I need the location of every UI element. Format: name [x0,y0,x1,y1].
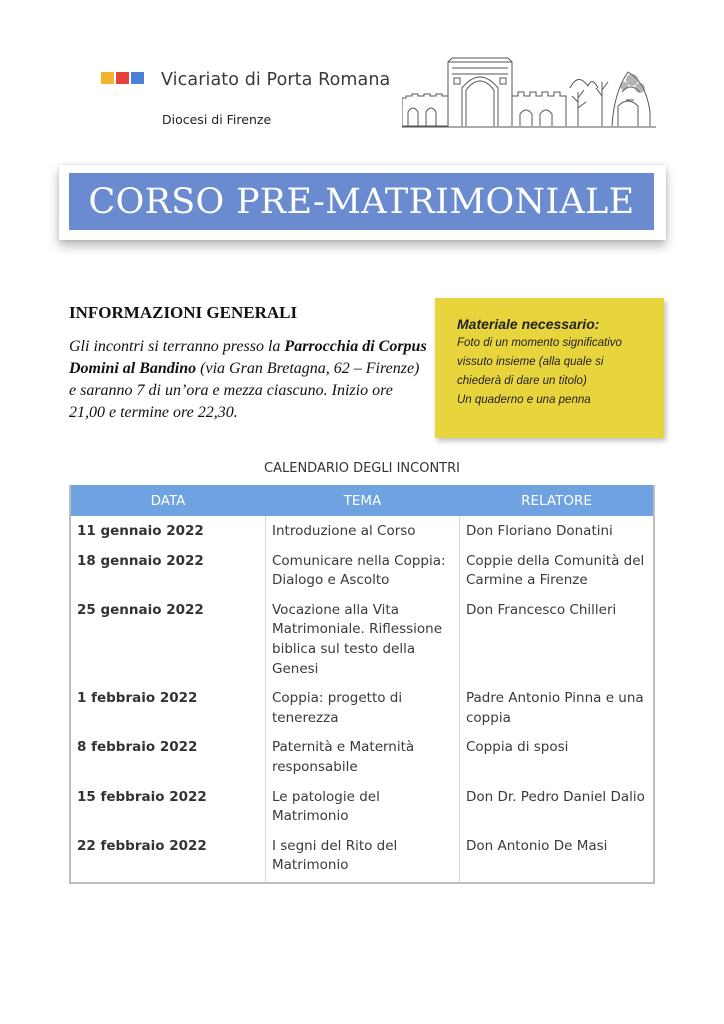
info-text-part1: Gli incontri si terranno presso la [69,338,285,355]
cell-theme: Vocazione alla Vita Matrimoniale. Riflessione biblica sul testo della Genesi [265,595,460,683]
cell-theme: Le patologie del Matrimonio [265,782,460,831]
cell-speaker: Don Floriano Donatini [466,523,613,539]
table-row [71,782,653,831]
materials-line: vissuto insieme (alla quale si [457,356,604,368]
cell-theme: Paternità e Maternità responsabile [265,732,460,781]
table-row [71,516,653,546]
logo-square-red [116,72,129,84]
materials-line: Un quaderno e una penna [457,394,591,406]
materials-note [435,298,664,438]
calendar-title: CALENDARIO DEGLI INCONTRI [264,461,460,476]
materials-line: chiederà di dare un titolo) [457,375,587,387]
column-header-speaker: RELATORE [521,492,592,509]
cell-speaker: Don Francesco Chilleri [466,601,617,618]
cell-date: 18 gennaio 2022 [77,552,204,569]
cell-speaker: Don Dr. Pedro Daniel Dalio [466,788,645,805]
org-title: Vicariato di Porta Romana [161,70,391,90]
calendar-table [69,485,655,884]
column-header-date: DATA [150,492,186,509]
materials-title: Materiale necessario: [457,316,600,332]
column-header-theme: TEMA [343,492,382,509]
cell-speaker: Coppie della Comunità del Carmine a Firenze [466,552,645,589]
cell-speaker: Don Antonio De Masi [466,837,608,854]
table-row [71,683,653,732]
title-banner [69,173,654,230]
materials-line: Foto di un momento significativo [457,337,622,349]
info-text-part2: (via Gran Bretagna, 62 – Firenze) e saranno 7 di un’ora e mezza ciascuno. Inizio ore 21,00 e termine ore 22,30. [69,360,420,421]
cell-speaker: Coppia di sposi [466,739,569,756]
info-place: Parrocchia di Corpus Domini al Bandino [69,338,427,377]
logo-square-blue [131,72,144,84]
cell-speaker: Padre Antonio Pinna e una coppia [466,690,644,726]
info-text [69,336,429,424]
cell-date: 8 febbraio 2022 [77,739,198,756]
course-title: CORSO PRE-MATRIMONIALE [88,181,635,222]
cell-theme: Coppia: progetto di tenerezza [265,683,460,732]
table-row [71,546,653,595]
table-row [71,595,653,683]
cell-theme: Comunicare nella Coppia: Dialogo e Ascolto [265,546,460,595]
cell-date: 1 febbraio 2022 [77,690,198,707]
porta-romana-sketch-icon [402,52,656,128]
cell-date: 15 febbraio 2022 [77,788,207,805]
cell-date: 22 febbraio 2022 [77,837,207,854]
calendar-header-row [71,485,653,516]
cell-date: 11 gennaio 2022 [77,523,204,539]
diocese-logo-squares [101,72,144,84]
info-heading: INFORMAZIONI GENERALI [69,303,298,322]
cell-theme: I segni del Rito del Matrimonio [265,831,460,882]
calendar-body [71,516,653,882]
logo-square-yellow [101,72,114,84]
org-subtitle: Diocesi di Firenze [162,112,272,127]
table-row [71,831,653,882]
table-row [71,732,653,781]
cell-date: 25 gennaio 2022 [77,601,204,618]
cell-theme: Introduzione al Corso [265,516,460,546]
